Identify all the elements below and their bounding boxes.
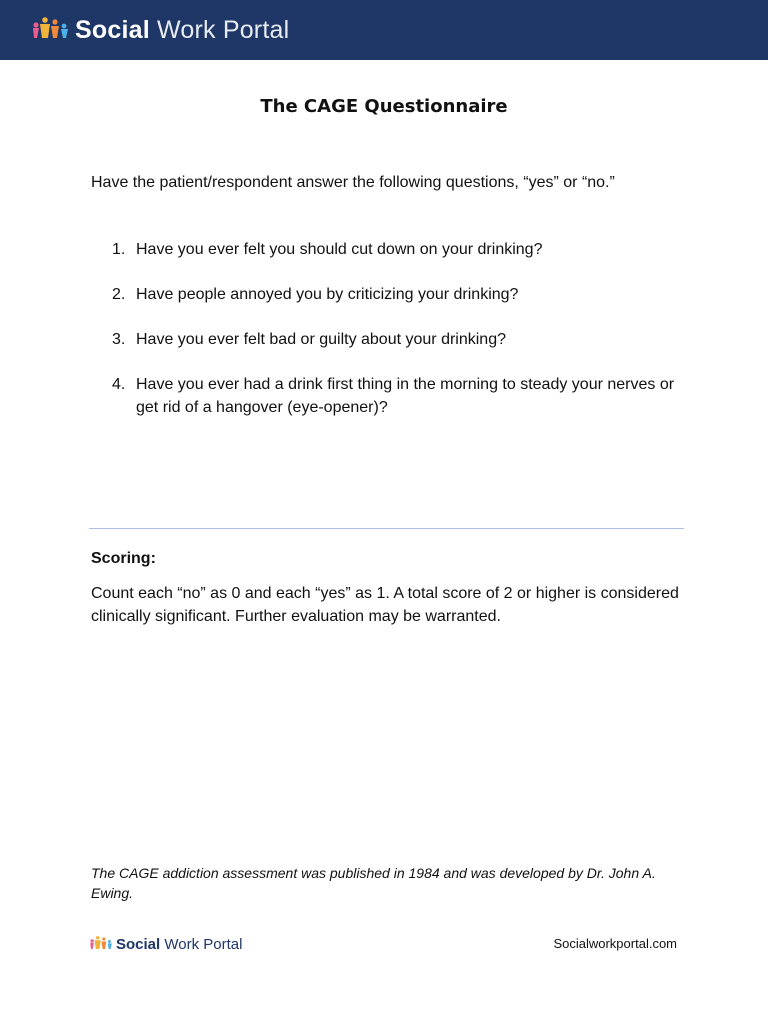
scoring-heading: Scoring: [91,550,156,567]
question-number: 1. [112,241,126,258]
people-logo-icon [89,934,115,954]
question-text: Have people annoyed you by criticizing your drinking? [136,286,519,303]
footer-url-link[interactable]: Socialworkportal.com [553,936,677,951]
question-text: Have you ever felt you should cut down on your drinking? [136,241,543,258]
brand-name: Social Work Portal [75,15,290,44]
document-title: The CAGE Questionnaire [260,96,508,117]
list-item [91,283,681,306]
scoring-text: Count each “no” as 0 and each “yes” as 1. A total score of 2 or higher is considered clinically significant. Further evaluation may be warranted. [91,585,679,625]
list-item [91,373,681,419]
question-list [91,238,681,441]
footnote: The CAGE addiction assessment was published in 1984 and was developed by Dr. John A. Ewing. [91,865,656,901]
question-number: 2. [112,286,126,303]
people-logo-icon [31,14,73,46]
footer-brand-logo[interactable] [89,933,242,955]
section-divider [89,528,684,529]
intro-text: Have the patient/respondent answer the following questions, “yes” or “no.” [91,174,615,191]
page-header [0,0,768,60]
footer-brand-name: Social Work Portal [116,935,243,953]
list-item [91,238,681,261]
question-number: 3. [112,331,126,348]
question-number: 4. [112,376,126,393]
question-text: Have you ever felt bad or guilty about your drinking? [136,331,506,348]
question-text: Have you ever had a drink first thing in the morning to steady your nerves or get rid of a hangover (eye-opener)? [136,376,675,416]
list-item [91,328,681,351]
brand-logo[interactable] [31,14,289,46]
